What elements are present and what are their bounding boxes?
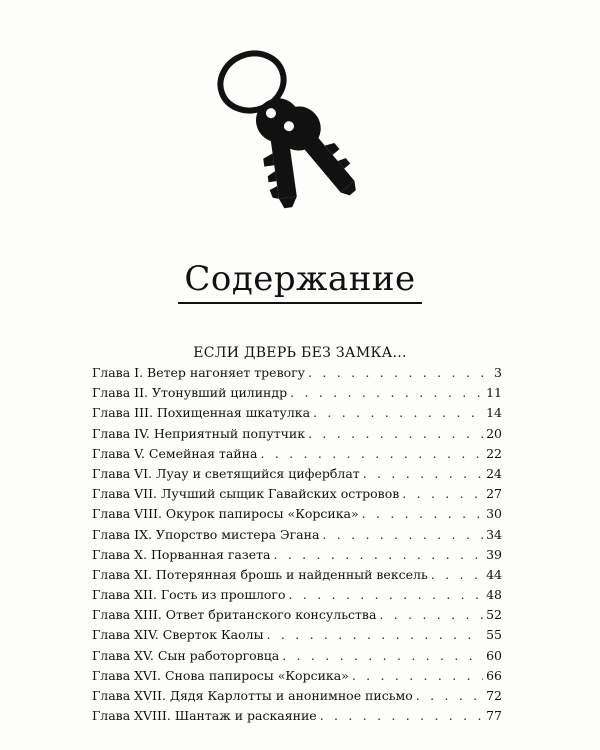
toc-leader-dots xyxy=(363,466,483,481)
table-of-contents xyxy=(92,365,502,728)
toc-entry-label: Глава II. Утонувший цилиндр xyxy=(92,385,288,401)
toc-entry-label: Глава XVII. Дядя Карлотты и анонимное письмо xyxy=(92,688,413,703)
toc-entry xyxy=(92,627,502,647)
toc-leader-dots xyxy=(416,688,483,703)
toc-leader-dots xyxy=(352,668,483,683)
toc-leader-dots xyxy=(322,527,483,542)
toc-page-number: 27 xyxy=(486,486,502,502)
toc-leader-dots xyxy=(379,607,483,622)
toc-entry-label: Глава III. Похищенная шкатулка xyxy=(92,405,311,421)
toc-entry xyxy=(92,688,502,708)
toc-entry xyxy=(92,446,502,466)
toc-entry xyxy=(92,648,502,668)
toc-entry xyxy=(92,708,502,728)
toc-page-number: 39 xyxy=(486,546,502,562)
toc-entry-label: Глава X. Порванная газета xyxy=(92,546,271,562)
toc-entry-label: Глава XVI. Снова папиросы «Корсика» xyxy=(92,667,349,683)
toc-entry-label: Глава V. Семейная тайна xyxy=(92,445,258,461)
page-title: Содержание xyxy=(0,259,600,304)
toc-entry-label: Глава IX. Упорство мистера Эгана xyxy=(92,526,320,542)
toc-entry xyxy=(92,365,502,385)
toc-page-number: 60 xyxy=(486,647,502,663)
toc-leader-dots xyxy=(431,567,483,582)
toc-entry-label: Глава VI. Луау и светящийся циферблат xyxy=(92,465,360,481)
toc-entry xyxy=(92,607,502,627)
toc-leader-dots xyxy=(267,627,484,642)
toc-entry xyxy=(92,405,502,425)
toc-entry xyxy=(92,486,502,506)
toc-page-number: 72 xyxy=(486,688,502,703)
keys-icon xyxy=(200,40,390,215)
toc-entry-label: Глава XII. Гость из прошлого xyxy=(92,587,286,603)
toc-page-number: 14 xyxy=(486,405,502,421)
toc-leader-dots xyxy=(289,587,484,602)
toc-page-number: 77 xyxy=(486,708,502,724)
toc-page-number: 3 xyxy=(494,365,502,380)
toc-entry xyxy=(92,587,502,607)
toc-entry-label: Глава VIII. Окурок папиросы «Корсика» xyxy=(92,506,359,522)
toc-leader-dots xyxy=(308,365,485,380)
toc-page-number: 48 xyxy=(486,587,502,603)
toc-entry-label: Глава I. Ветер нагоняет тревогу xyxy=(92,365,306,380)
toc-leader-dots xyxy=(402,486,483,501)
toc-leader-dots xyxy=(313,405,483,420)
toc-leader-dots xyxy=(282,648,483,663)
toc-page-number: 66 xyxy=(486,667,502,683)
toc-leader-dots xyxy=(273,547,483,562)
toc-page-number: 34 xyxy=(486,526,502,542)
toc-page-number: 22 xyxy=(486,445,502,461)
toc-page-number: 52 xyxy=(486,607,502,623)
toc-entry xyxy=(92,466,502,486)
toc-leader-dots xyxy=(308,426,483,441)
toc-entry-label: Глава XIV. Сверток Каолы xyxy=(92,627,264,643)
toc-entry-label: Глава XI. Потерянная брошь и найденный вексель xyxy=(92,566,428,582)
toc-page-number: 24 xyxy=(486,465,502,481)
section-heading: ЕСЛИ ДВЕРЬ БЕЗ ЗАМКА... xyxy=(193,345,407,361)
toc-page-number: 44 xyxy=(486,566,502,582)
toc-entry-label: Глава XVIII. Шантаж и раскаяние xyxy=(92,708,317,724)
toc-entry-label: Глава XV. Сын работорговца xyxy=(92,647,280,663)
toc-leader-dots xyxy=(362,506,483,521)
toc-page-number: 55 xyxy=(486,627,502,643)
toc-leader-dots xyxy=(260,446,483,461)
toc-page-number: 11 xyxy=(486,385,502,401)
toc-entry-label: Глава XIII. Ответ британского консульства xyxy=(92,607,377,623)
toc-entry xyxy=(92,385,502,405)
toc-page-number: 30 xyxy=(486,506,502,522)
toc-leader-dots xyxy=(290,385,483,400)
toc-entry xyxy=(92,426,502,446)
toc-entry xyxy=(92,668,502,688)
toc-entry xyxy=(92,527,502,547)
toc-leader-dots xyxy=(320,708,483,723)
toc-entry-label: Глава IV. Неприятный попутчик xyxy=(92,425,306,441)
toc-entry xyxy=(92,567,502,587)
toc-entry xyxy=(92,506,502,526)
toc-entry-label: Глава VII. Лучший сыщик Гавайских островов xyxy=(92,486,400,502)
toc-entry xyxy=(92,547,502,567)
toc-page-number: 20 xyxy=(486,425,502,441)
